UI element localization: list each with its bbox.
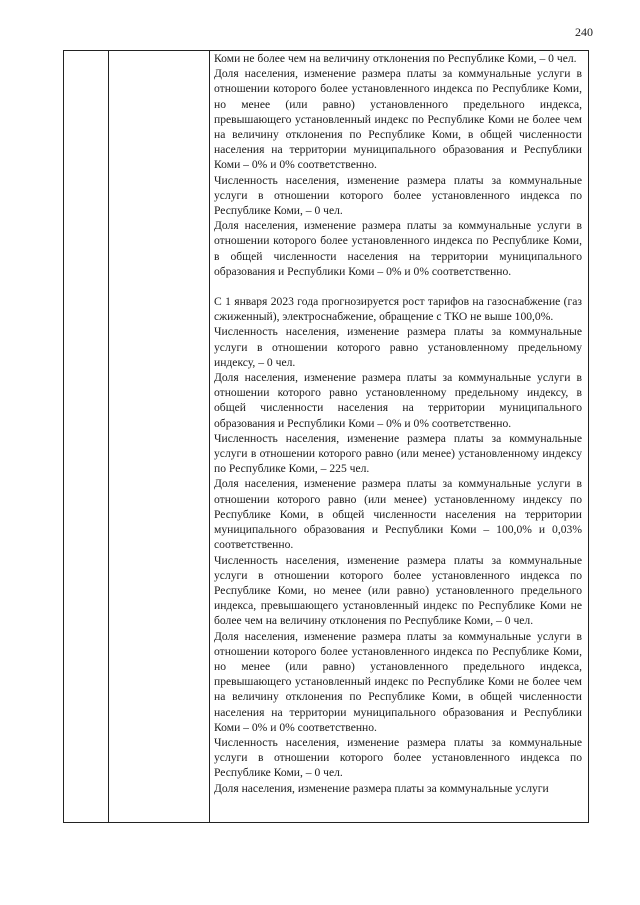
paragraph: Коми не более чем на величину отклонения по Республике Коми, – 0 чел. — [214, 52, 577, 65]
column-divider — [108, 51, 109, 822]
paragraph: Численность населения, изменение размера платы за коммунальные услуги в отношении которого равно установленному предельному индексу, – 0 чел. — [214, 325, 582, 369]
paragraph: Численность населения, изменение размера платы за коммунальные услуги в отношении которого более установленного индекса по Республике Коми, но менее (или равно) установленного предельного индекса, превышающего установленный индекс по Республике Коми не более чем на величину отклонения по Республике Коми, – 0 чел. — [214, 553, 582, 628]
paragraph: Численность населения, изменение размера платы за коммунальные услуги в отношении которого равно (или менее) установленному индексу по Республике Коми, – 225 чел. — [214, 431, 582, 476]
page-number: 240 — [575, 25, 593, 39]
paragraph: Численность населения, изменение размера платы за коммунальные услуги в отношении которого более установленного индекса по Республике Коми, – 0 чел. — [214, 735, 582, 780]
paragraph: Доля населения, изменение размера платы за коммунальные услуги в отношении которого более установленного индекса по Республике Коми, в общей численности населения на территории муниципального образования и Республики Коми – 0% и 0% соответственно. — [214, 219, 582, 278]
paragraph: Доля населения, изменение размера платы за коммунальные услуги в отношении которого равно установленному предельному индексу, в общей численности населения на территории муниципального образования и Республики Коми – 0% и 0% соответственно. — [214, 371, 582, 430]
paragraph: Численность населения, изменение размера платы за коммунальные услуги в отношении которого более установленного индекса по Республике Коми, – 0 чел. — [214, 173, 582, 218]
paragraph: Доля населения, изменение размера платы за коммунальные услуги в отношении которого более установленного индекса по Республике Коми, но менее (или равно) установленного предельного индекса, превышающего установленный индекс по Республике Коми не более чем на величину отклонения по Республике Коми, в общей численности населения на территории муниципального образования и Республики Коми – 0% и 0% соответственно. — [214, 67, 582, 172]
paragraph: Доля населения, изменение размера платы за коммунальные услуги в отношении которого равно (или менее) установленному индексу по Республике Коми, в общей численности населения на территории муниципального образования и Республики Коми – 100,0% и 0,03% соответственно. — [214, 477, 582, 552]
paragraph: С 1 января 2023 года прогнозируется рост тарифов на газоснабжение (газ сжиженный), электроснабжение, обращение с ТКО не выше 100,0%. — [214, 295, 582, 324]
text-cell — [214, 51, 582, 796]
paragraph-spacer — [214, 279, 582, 294]
paragraph: Доля населения, изменение размера платы за коммунальные услуги в отношении которого более установленного индекса по Республике Коми, но менее (или равно) установленного предельного индекса, превышающего установленный индекс по Республике Коми не более чем на величину отклонения по Республике Коми, в общей численности населения на территории муниципального образования и Республики Коми – 0% и 0% соответственно. — [214, 629, 582, 734]
paragraph: Доля населения, изменение размера платы за коммунальные услуги — [214, 781, 549, 795]
document-table — [63, 50, 589, 823]
column-divider — [209, 51, 210, 822]
